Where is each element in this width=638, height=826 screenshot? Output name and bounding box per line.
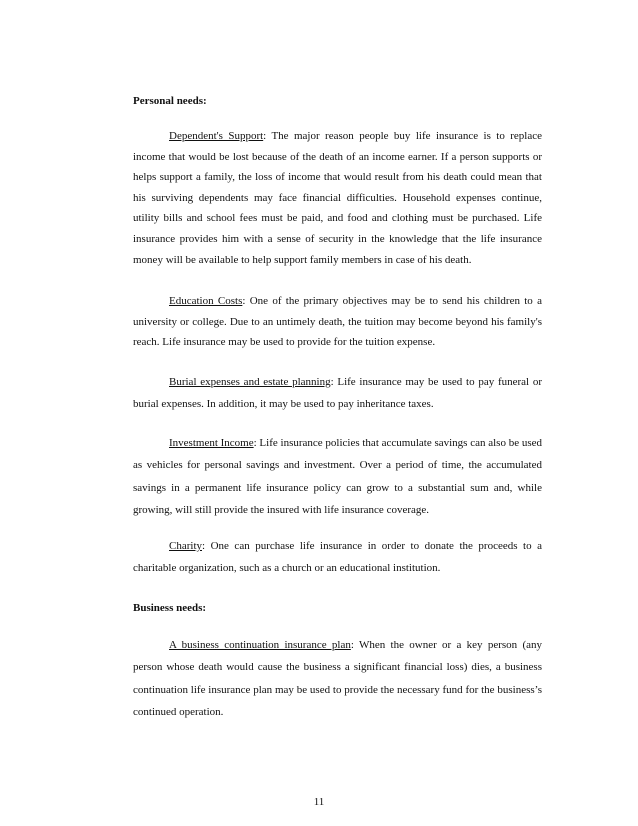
business-needs-heading: Business needs: xyxy=(133,602,207,614)
page-number: 11 xyxy=(313,796,325,808)
burial-expenses-text: : Life insurance may be used to pay funeral or burial expenses. In addition, it may be used to pay inheritance taxes. xyxy=(133,376,542,411)
investment-income-paragraph xyxy=(133,432,542,522)
education-costs-term: Education Costs xyxy=(169,295,243,307)
education-costs-paragraph xyxy=(133,291,542,353)
charity-term: Charity xyxy=(169,540,202,552)
burial-expenses-term: Burial expenses and estate planning xyxy=(169,376,331,388)
investment-income-term: Investment Income xyxy=(169,437,254,449)
personal-needs-heading: Personal needs: xyxy=(133,95,207,107)
education-costs-text: : One of the primary objectives may be to send his children to a university or college. Due to an untimely death, the tuition may become beyond his family's reach. Life insurance may be used to provide for the tuition expense. xyxy=(133,295,542,349)
charity-text: : One can purchase life insurance in order to donate the proceeds to a charitable organization, such as a church or an educational institution. xyxy=(133,540,542,575)
burial-expenses-paragraph xyxy=(133,371,542,416)
dependents-support-paragraph xyxy=(133,126,542,270)
business-continuation-term: A business continuation insurance plan xyxy=(169,639,351,651)
business-continuation-paragraph xyxy=(133,634,542,724)
business-continuation-text: : When the owner or a key person (any person whose death would cause the business a significant financial loss) dies, a business continuation life insurance plan may be used to provide the necessary fund for the business’s continued operation. xyxy=(133,639,542,719)
investment-income-text: : Life insurance policies that accumulate savings can also be used as vehicles for personal savings and investment. Over a period of time, the accumulated savings in a permanent life insurance policy can grow to a substantial sum and, while growing, will still provide the insured with life insurance coverage. xyxy=(133,437,542,517)
dependents-support-text: : The major reason people buy life insurance is to replace income that would be lost because of the death of an income earner. If a person supports or helps support a family, the loss of income that would result from his death could mean that his surviving dependents may face financial difficulties. Household expenses continue, utility bills and school fees must be paid, and food and clothing must be purchased. Life insurance provides him with a sense of security in the knowledge that the life insurance money will be available to help support family members in case of his death. xyxy=(133,130,542,266)
charity-paragraph xyxy=(133,535,542,580)
dependents-support-term: Dependent's Support xyxy=(169,130,264,142)
